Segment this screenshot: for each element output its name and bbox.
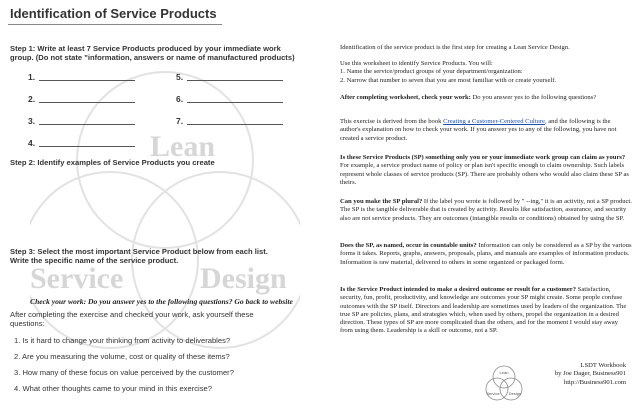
credit-url[interactable]: http://Business901.com <box>563 378 626 386</box>
question-3: 3. How many of these focus on value perceived by the customer? <box>14 368 234 377</box>
after-completing-line2: questions: <box>10 319 45 328</box>
intro-paragraph: Identification of the service product is the first step for creating a Lean Service Design. <box>340 44 570 51</box>
credit-workbook: LSDT Workbook <box>580 362 626 369</box>
lean-service-design-logo <box>482 364 526 404</box>
countable-paragraph: Does the SP, as named, occur in countable units? Information can only be considered as a SP by the various forms it takes. Reports, graphs, answers, proposals, plans, and manuals are examples of information products. Information is raw material, delivered to others in some organized or packaged form. <box>340 242 632 266</box>
after-completing-line1: After completing the exercise and checked your work, ask yourself these <box>10 310 254 319</box>
question-1: 1. Is it hard to change your thinking from activity to deliverables? <box>14 336 231 345</box>
step1-line2: group. (Do not state "information, answers or name of manufactured products) <box>10 53 295 62</box>
check-work-paragraph: After completing worksheet, check your work: Do you answer yes to the following questions? <box>340 94 597 101</box>
question-2: 2. Are you measuring the volume, cost or quality of these items? <box>14 352 230 361</box>
plural-paragraph: Can you make the SP plural? If the label you wrote is followed by " --ing," it is an activity, not a SP product. The SP is the tangible deliverable that is created by activity. Results like satisfaction, assurance, and security also are not service products. They are outcomes (intangible results or conditions) obtained by using the SP. <box>340 198 632 222</box>
book-paragraph: This exercise is derived from the book Creating a Customer-Centered Culture, and the following is the author's explanation on how to check your work. If you answer yes to any of the following, you have not created a service product. <box>340 118 617 142</box>
instructions-paragraph: Use this worksheet to identify Service Products. You will: 1. Name the service/product groups of your department/organization: 2. Narrow that number to seven that you are most familiar with or create yourself. <box>340 60 557 84</box>
book-link[interactable]: Creating a Customer-Centered Culture <box>443 118 545 125</box>
answer-line-2[interactable]: 2. <box>28 94 135 104</box>
question-4: 4. What other thoughts came to your mind in this exercise? <box>14 384 212 393</box>
outcome-paragraph: Is the Service Product intended to make a desired outcome or result for a customer? Satisfaction, security, fun, profit, productivity, and knowledge are outcomes your SP might create. Some people confuse outcomes with the SP itself. Directors and leadership are sometimes used by leaders of the organization. The true SP are policies, plans, and strategies which, when used by others, propel the organization in a desired direction. These types of SP are more complicated than the others, and for the moment I would stay away from using them. Leadership is a skill or outcome, not a SP. <box>340 286 627 335</box>
watermark-lean: Lean <box>150 130 216 163</box>
answer-line-7[interactable]: 7. <box>176 116 283 126</box>
logo-label-design: Design <box>508 391 522 396</box>
ownership-paragraph: Is these Service Products (SP) something only you or your immediate work group can claim as yours? For example, a service product name of policy or plan isn't specific enough to claim ownership. Such labels represent whole classes of service products (SP). There are probably others who would also claim these SP as theirs. <box>340 154 629 186</box>
title-underline <box>8 24 222 25</box>
answer-line-4[interactable]: 4. <box>28 138 135 148</box>
watermark-design: Design <box>200 262 287 295</box>
credit-block <box>555 362 626 387</box>
answer-line-1[interactable]: 1. <box>28 72 135 82</box>
worksheet-panel <box>0 0 318 413</box>
worksheet-title: Identification of Service Products <box>10 6 217 21</box>
step2-heading: Step 2: Identify examples of Service Products you create <box>10 158 215 167</box>
credit-author: by Joe Dager, Business901 <box>554 370 626 378</box>
watermark-service: Service <box>30 262 124 295</box>
answer-line-6[interactable]: 6. <box>176 94 283 104</box>
article-panel <box>330 0 634 413</box>
logo-label-service: Service <box>486 391 500 396</box>
step1-line1: Step 1: Write at least 7 Service Products produced by your immediate work <box>10 44 281 53</box>
step3-line1: Step 3: Select the most important Service Product below from each list. <box>10 247 268 256</box>
check-work-line[interactable]: Check your work: Do you answer yes to the following questions? Go back to website <box>30 297 293 306</box>
answer-line-5[interactable]: 5. <box>176 72 283 82</box>
step3-line2: Write the specific name of the service product. <box>10 256 179 265</box>
answer-line-3[interactable]: 3. <box>28 116 135 126</box>
logo-label-lean: Lean <box>499 370 509 375</box>
